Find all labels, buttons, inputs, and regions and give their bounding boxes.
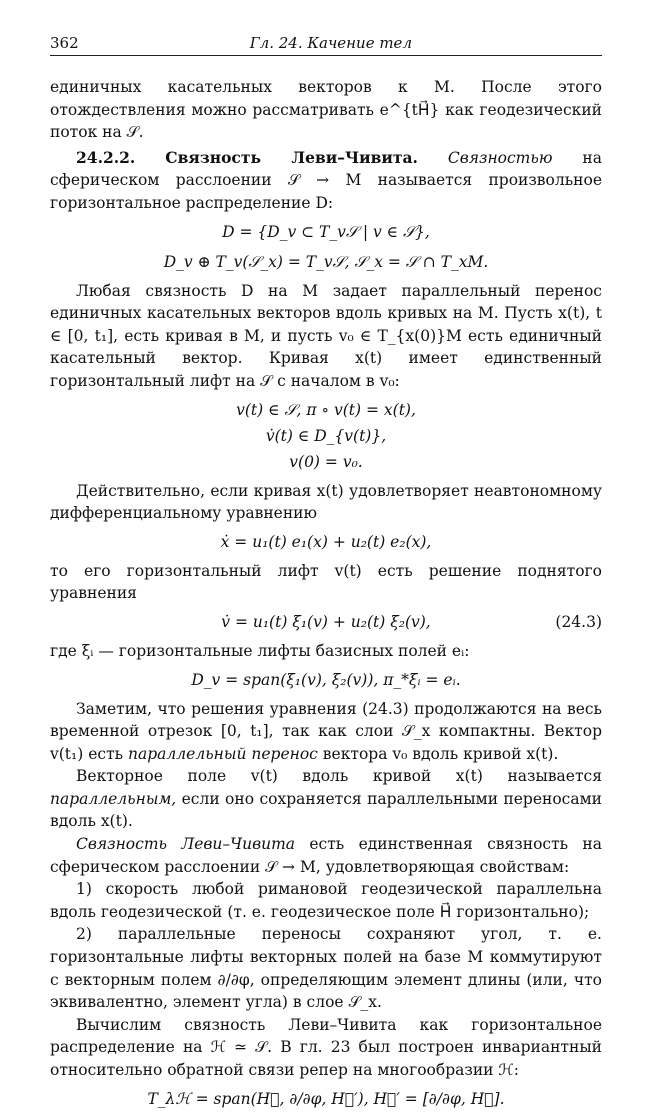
- paragraph-10: Вычислим связность Леви–Чивита как горизонтальное распределение на ℋ ≃ 𝒮. В гл. 23 был построен инвариантный относительно обратной связи репер на многообразии ℋ:: [50, 1015, 602, 1079]
- equation-5-body: v̇ = u₁(t) ξ₁(v) + u₂(t) ξ₂(v),: [221, 612, 431, 631]
- definition-text: на сферическом расслоении 𝒮 → M называется произвольное горизонтальное распределение D:: [50, 148, 602, 212]
- running-header: [50, 34, 602, 56]
- term-parallel-transport: параллельный перенос: [128, 744, 318, 763]
- page: [50, 34, 602, 1117]
- equation-6: D_v = span(ξ₁(v), ξ₂(v)), π_*ξᵢ = eᵢ.: [191, 670, 461, 689]
- term-parallel: параллельным,: [50, 789, 177, 808]
- paragraph-7-text-b: вектора v₀ вдоль кривой x(t).: [322, 744, 559, 763]
- definition-term: Связностью: [447, 148, 553, 167]
- equation-4: ẋ = u₁(t) e₁(x) + u₂(t) e₂(x),: [220, 532, 432, 551]
- section-paragraph: [50, 147, 602, 215]
- equation-number: (24.3): [555, 612, 602, 631]
- equation-3b: v̇(t) ∈ D_{v(t)},: [265, 426, 387, 445]
- running-title: Гл. 24. Качение тел: [249, 34, 412, 52]
- equation-7: T_λℋ = span(H⃗, ∂/∂φ, H⃗′), H⃗′ = [∂/∂φ, H⃗].: [147, 1089, 505, 1108]
- paragraph-8: [50, 765, 602, 833]
- equation-2: D_v ⊕ T_v(𝒮_x) = T_v𝒮, 𝒮_x = 𝒮 ∩ T_xM.: [163, 252, 489, 271]
- section-number: 24.2.2.: [76, 147, 136, 167]
- paragraph-4: Действительно, если кривая x(t) удовлетворяет неавтономному дифференциальному уравнению: [50, 481, 602, 523]
- paragraph-9-text: есть единственная связность на сферическом расслоении 𝒮 → M, удовлетворяющая свойствам:: [50, 835, 602, 876]
- term-levi-civita: Связность Леви–Чивита: [76, 835, 296, 854]
- paragraph-8-text-a: Векторное поле v(t) вдоль кривой x(t) называется: [76, 767, 602, 786]
- property-item-2: 2) параллельные переносы сохраняют угол, т. е. горизонтальные лифты векторных полей на базе M коммутируют с векторным полем ∂/∂φ, определяющим элемент длины (или, что эквивалентно, элемент угла) в слое 𝒮_x.: [50, 925, 602, 1012]
- paragraph-3: Любая связность D на M задает параллельный перенос единичных касательных векторов вдоль кривых на M. Пусть x(t), t ∈ [0, t₁], есть кривая в M, и пусть v₀ ∈ T_{x(0)}M есть единичный касательный вектор. Кривая x(t) имеет единственный горизонтальный лифт на 𝒮 с началом в v₀:: [50, 281, 602, 390]
- paragraph-9: [50, 833, 602, 878]
- equation-3c: v(0) = v₀.: [289, 452, 363, 471]
- paragraph-1: единичных касательных векторов к M. После этого отождествления можно рассматривать e^{tH⃗} как геодезический поток на 𝒮.: [50, 78, 602, 142]
- page-number: 362: [50, 34, 79, 52]
- equation-1: D = {D_v ⊂ T_v𝒮 | v ∈ 𝒮},: [222, 222, 430, 241]
- equation-5: [50, 610, 602, 635]
- paragraph-5: то его горизонтальный лифт v(t) есть решение поднятого уравнения: [50, 561, 602, 603]
- paragraph-7-text-a: Заметим, что решения уравнения (24.3) продолжаются на весь временной отрезок [0, t₁], так как слои 𝒮_x компактны. Вектор v(t₁) есть: [50, 699, 602, 763]
- property-item-1: 1) скорость любой римановой геодезической параллельна вдоль геодезической (т. е. геодезическое поле H⃗ горизонтально);: [50, 880, 602, 921]
- section-title: Связность Леви–Чивита.: [165, 147, 418, 167]
- equation-3a: v(t) ∈ 𝒮, π ∘ v(t) = x(t),: [236, 400, 416, 419]
- paragraph-6: где ξᵢ — горизонтальные лифты базисных полей eᵢ:: [50, 641, 470, 660]
- paragraph-8-text-b: если оно сохраняется параллельными переносами вдоль x(t).: [50, 789, 602, 831]
- paragraph-7: [50, 698, 602, 766]
